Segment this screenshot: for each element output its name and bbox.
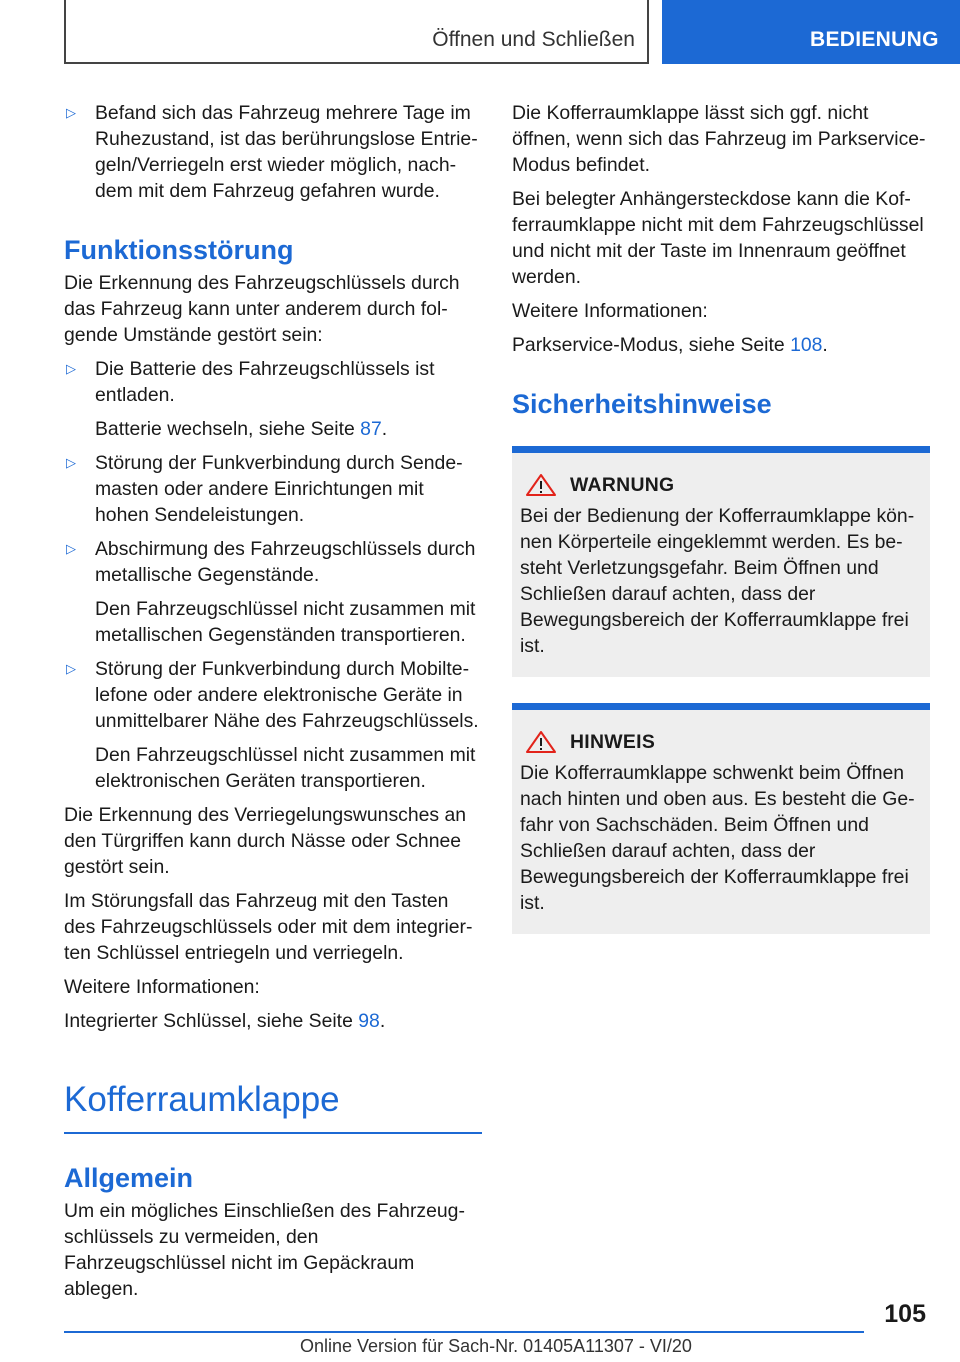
- bullet-text: Die Batterie des Fahrzeugschlüssels ist entladen.: [95, 358, 435, 406]
- list-item: [64, 356, 482, 442]
- warning-notice: [512, 446, 930, 677]
- list-item: [64, 450, 482, 528]
- page-link[interactable]: 87: [360, 418, 382, 440]
- paragraph: Um ein mögliches Einschließen des Fahrzeugschlüssels zu vermeiden, den Fahrzeugschlüssel nicht im Gepäckraum ablegen.: [64, 1200, 465, 1300]
- paragraph: Bei belegter Anhängersteckdose kann die Kofferraumklappe nicht mit dem Fahrzeugschlüssel und nicht mit der Taste im Innenraum geöffnet werden.: [512, 188, 924, 288]
- reference-suffix: .: [379, 1010, 386, 1032]
- header-chapter-tab-label: BEDIENUNG: [810, 28, 939, 51]
- paragraph-reference: [64, 1008, 482, 1034]
- triangle-right-icon: ▷: [66, 541, 76, 556]
- paragraph: Weitere Informationen:: [64, 976, 260, 998]
- page-header: [0, 0, 960, 64]
- bullet-text: Abschirmung des Fahrzeugschlüssels durch metallische Gegenstände.: [95, 538, 476, 586]
- header-section-title: Öffnen und Schließen: [432, 28, 635, 51]
- triangle-right-icon: ▷: [66, 105, 76, 120]
- list-item: [64, 656, 482, 794]
- triangle-right-icon: ▷: [66, 455, 76, 470]
- header-chapter-tab[interactable]: [662, 0, 960, 64]
- paragraph: Weitere Informationen:: [512, 300, 708, 322]
- warning-triangle-icon: [524, 730, 558, 754]
- triangle-right-icon: ▷: [66, 361, 76, 376]
- footer-online-version: Online Version für Sach-Nr. 01405A11307 - VI/20: [300, 1336, 692, 1356]
- right-column: [512, 100, 930, 934]
- chapter-heading-kofferraumklappe: Kofferraumklappe: [64, 1080, 482, 1134]
- bullet-text: Störung der Funkverbindung durch Sendemasten oder andere Einrichtungen mit hohen Sendeleistungen.: [95, 452, 463, 526]
- section-heading-allgemein: Allgemein: [64, 1163, 194, 1193]
- left-column: [64, 100, 482, 1310]
- reference-text: Integrierter Schlüssel, siehe Seite: [64, 1010, 359, 1032]
- list-item: [64, 536, 482, 648]
- page-number: 105: [884, 1300, 926, 1328]
- notice-title: WARNUNG: [570, 473, 675, 496]
- warning-triangle-icon: [524, 473, 558, 497]
- paragraph: Die Erkennung des Fahrzeugschlüssels durch das Fahrzeug kann unter anderem durch folgende Umstände gestört sein:: [64, 272, 460, 346]
- bullet-subtext: [95, 416, 482, 442]
- paragraph: Die Erkennung des Verriegelungswunsches an den Türgriffen kann durch Nässe oder Schnee gestört sein.: [64, 804, 467, 878]
- bullet-subtext: Den Fahrzeugschlüssel nicht zusammen mit elektronischen Geräten transportieren.: [95, 744, 476, 792]
- bullet-subtext: Den Fahrzeugschlüssel nicht zusammen mit metallischen Gegenständen transportieren.: [95, 598, 476, 646]
- paragraph: Im Störungsfall das Fahrzeug mit den Tasten des Fahrzeugschlüssels oder mit dem integrierten Schlüssel entriegeln und verriegeln.: [64, 890, 473, 964]
- reference-text: Parkservice-Modus, siehe Seite: [512, 334, 791, 356]
- notice-header: [520, 473, 922, 497]
- reference-suffix: .: [822, 334, 828, 356]
- triangle-right-icon: ▷: [66, 661, 76, 676]
- header-section-box: [64, 0, 649, 64]
- notice-title: HINWEIS: [570, 730, 656, 753]
- notice-text: Die Kofferraumklappe schwenkt beim Öffnen nach hinten und oben aus. Es besteht die Gefahr von Sachschäden. Beim Öffnen und Schließen darauf achten, dass der Bewegungsbereich der Kofferraumklappe frei ist.: [520, 762, 915, 914]
- reference-text: Batterie wechseln, siehe Seite: [95, 418, 361, 440]
- reference-suffix: .: [381, 418, 388, 440]
- section-heading-funktionsstoerung: Funktionsstörung: [64, 235, 294, 265]
- section-heading-sicherheitshinweise: Sicherheitshinweise: [512, 389, 772, 419]
- notice-header: [520, 730, 922, 754]
- paragraph: Die Kofferraumklappe lässt sich ggf. nicht öffnen, wenn sich das Fahrzeug im Parkservice-Modus befindet.: [512, 102, 926, 176]
- paragraph-reference: [512, 332, 930, 358]
- list-item: [64, 100, 482, 204]
- footer-divider: [64, 1331, 864, 1333]
- bullet-text: Störung der Funkverbindung durch Mobiltelefone oder andere elektronische Geräte in unmittelbarer Nähe des Fahrzeugschlüssels.: [95, 658, 479, 732]
- page-link[interactable]: 108: [790, 334, 823, 356]
- page-link[interactable]: 98: [358, 1010, 380, 1032]
- notice-text: Bei der Bedienung der Kofferraumklappe können Körperteile eingeklemmt werden. Es besteht Verletzungsgefahr. Beim Öffnen und Schließen darauf achten, dass der Bewegungsbereich der Kofferraumklappe frei ist.: [520, 505, 915, 657]
- bullet-text: Befand sich das Fahrzeug mehrere Tage im Ruhezustand, ist das berührungslose Entriegeln/Verriegeln erst wieder möglich, nachdem mit dem Fahrzeug gefahren wurde.: [95, 102, 478, 202]
- hinweis-notice: [512, 703, 930, 934]
